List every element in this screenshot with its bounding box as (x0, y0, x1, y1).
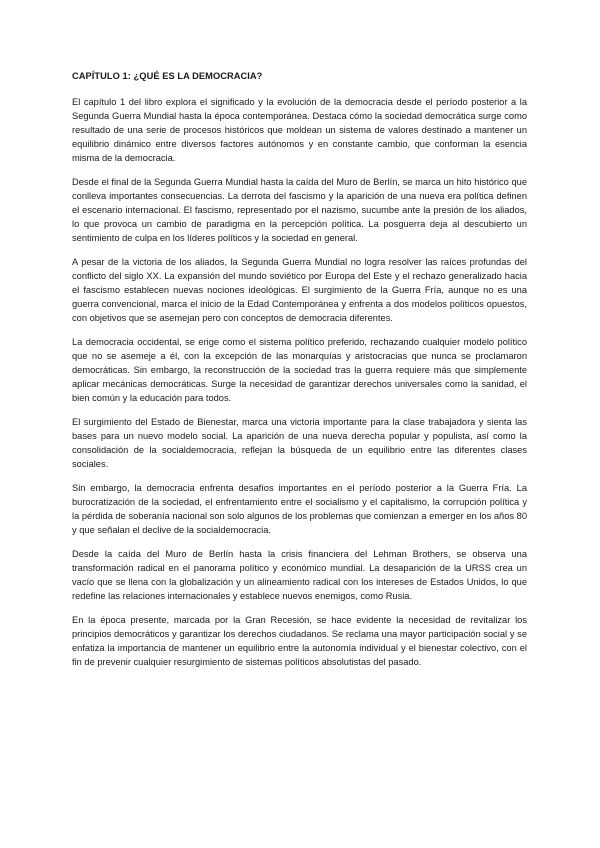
paragraph-6: Sin embargo, la democracia enfrenta desafíos importantes en el período posterior a la Guerra Fría. La burocratización de la sociedad, el enfrentamiento entre el socialismo y el capitalismo, la corrupción política y la pérdida de soberanía nacional son solo algunos de los problemas que comienzan a emerger en los años 80 y que señalan el declive de la socialdemocracia. (72, 483, 527, 535)
paragraph-8: En la época presente, marcada por la Gran Recesión, se hace evidente la necesidad de revitalizar los principios democráticos y garantizar los derechos ciudadanos. Se reclama una mayor participación social y se enfatiza la importancia de mantener un equilibrio entre la autonomía individual y el bienestar colectivo, con el fin de prevenir cualquier resurgimiento de sistemas políticos absolutistas del pasado. (72, 615, 527, 667)
paragraph-1: El capítulo 1 del libro explora el significado y la evolución de la democracia desde el período posterior a la Segunda Guerra Mundial hasta la época contemporánea. Destaca cómo la sociedad democrática surge como resultado de una serie de procesos históricos que moldean un sistema de valores destinado a mantener un equilibrio dinámico entre diversos factores autónomos y en constante cambio, que conforman la esencia misma de la democracia. (72, 97, 527, 163)
paragraph-2: Desde el final de la Segunda Guerra Mundial hasta la caída del Muro de Berlín, se marca un hito histórico que conlleva importantes consecuencias. La derrota del fascismo y la aparición de una nueva era política definen el escenario internacional. El fascismo, representado por el nazismo, sucumbe ante la presión de los aliados, lo que provoca un cambio de paradigma en la percepción política. La posguerra deja al descubierto un sentimiento de culpa en los líderes políticos y la sociedad en general. (72, 177, 527, 243)
paragraph-5: El surgimiento del Estado de Bienestar, marca una victoria importante para la clase trabajadora y sienta las bases para un nuevo modelo social. La aparición de una nueva derecha popular y populista, así como la consolidación de la socialdemocracia, reflejan la búsqueda de un equilibrio entre las diferentes clases sociales. (72, 417, 527, 469)
chapter-title-prefix: CAPÍTULO 1 (72, 71, 128, 81)
chapter-title-text: : ¿QUÉ ES LA DEMOCRACIA? (127, 71, 263, 81)
paragraph-4: La democracia occidental, se erige como el sistema político preferido, rechazando cualquier modelo político que no se asemeje a él, con la excepción de las monarquías y aristocracias que nunca se proclamaron democráticas. Sin embargo, la reconstrucción de la sociedad tras la guerra requiere más que simplemente aplicar mecánicas democráticas. Surge la necesidad de garantizar derechos universales como la sanidad, el bien común y la educación para todos. (72, 337, 527, 403)
chapter-title (72, 70, 527, 83)
paragraph-3: A pesar de la victoria de los aliados, la Segunda Guerra Mundial no logra resolver las raíces profundas del conflicto del siglo XX. La expansión del mundo soviético por Europa del Este y el rechazo generalizado hacia el fascismo establecen nuevas nociones ideológicas. El surgimiento de la Guerra Fría, aunque no es una guerra convencional, marca el inicio de la Edad Contemporánea y enfrenta a dos modelos políticos opuestos, con objetivos que se asemejan pero con conceptos de democracia diferentes. (72, 257, 527, 323)
document-body (72, 70, 527, 679)
paragraph-7: Desde la caída del Muro de Berlín hasta la crisis financiera del Lehman Brothers, se observa una transformación radical en el panorama político y económico mundial. La desaparición de la URSS crea un vacío que se llena con la globalización y un alineamiento radical con los intereses de Estados Unidos, lo que redefine las relaciones internacionales y establece nuevos enemigos, como Rusia. (72, 549, 527, 601)
